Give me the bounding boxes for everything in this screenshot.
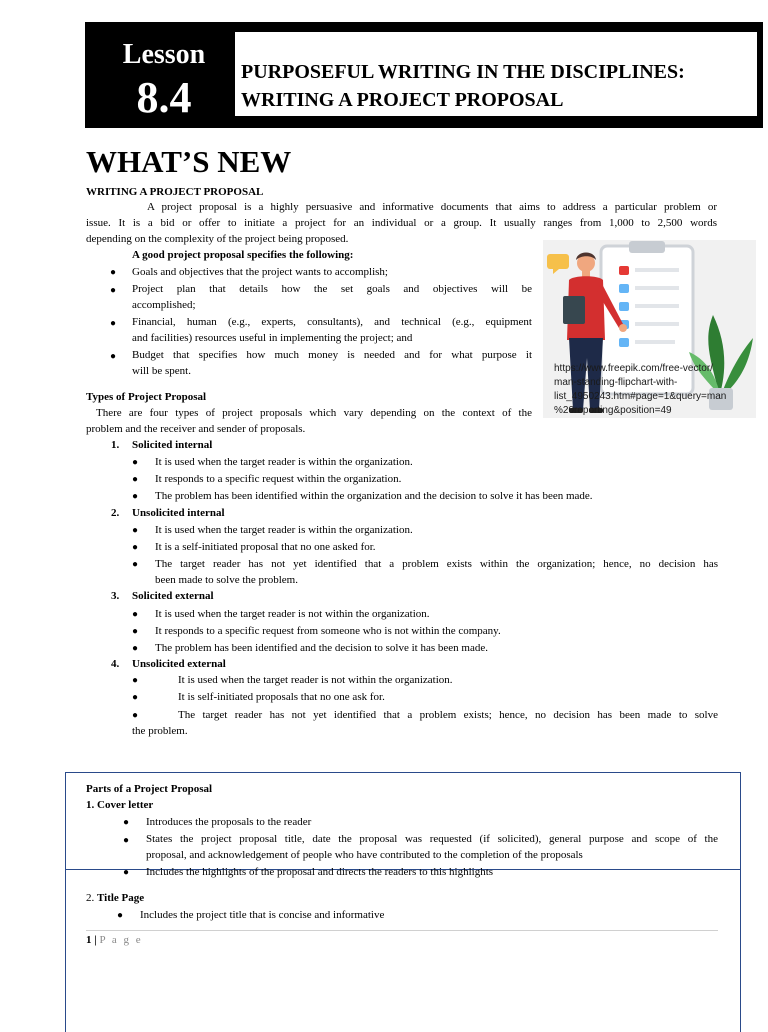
bullet-marker: ● bbox=[116, 910, 124, 921]
image-source-url[interactable] bbox=[554, 362, 764, 418]
lesson-word: Lesson bbox=[122, 39, 206, 70]
type-title: Solicited internal bbox=[132, 439, 213, 451]
good-item-text: accomplished; bbox=[132, 299, 196, 311]
intro-paragraph-line: depending on the complexity of the project being proposed. bbox=[86, 233, 349, 245]
bullet-marker: ● bbox=[131, 710, 139, 721]
cover-bullet-text: States the project proposal title, date the proposal was requested (if solicited), general purpose and scope of the bbox=[146, 833, 718, 845]
lesson-banner-inner bbox=[93, 30, 753, 122]
cover-bullet-text: Includes the highlights of the proposal and directs the readers to this highlights bbox=[146, 866, 494, 878]
type-bullet-text: The problem has been identified and the decision to solve it has been made. bbox=[155, 642, 488, 654]
bullet-marker: ● bbox=[131, 643, 139, 654]
lesson-banner bbox=[85, 22, 763, 128]
bullet-marker: ● bbox=[109, 285, 117, 296]
lesson-number: 8.4 bbox=[136, 73, 192, 122]
bullet-marker: ● bbox=[131, 675, 139, 686]
bullet-marker: ● bbox=[131, 692, 139, 703]
intro-paragraph-line: A project proposal is a highly persuasive and informative documents that aims to address a particular problem or bbox=[147, 201, 717, 213]
intro-paragraph-line: issue. It is a bid or offer to initiate a project for an individual or a group. It usually ranges from 1,000 to 2,500 words bbox=[86, 217, 717, 229]
type-number: 1. bbox=[111, 439, 120, 451]
cover-letter-title: 1. Cover letter bbox=[86, 799, 154, 811]
image-source-url-line[interactable]: %20reporting&position=49 bbox=[554, 405, 672, 416]
types-intro-line: There are four types of project proposals which vary depending on the context of the bbox=[96, 407, 532, 419]
good-item-text: and facilities) resources useful in implementing the project; and bbox=[132, 332, 413, 344]
type-bullet-text: The target reader has not yet identified that a problem exists within the organization; hence, no decision has bbox=[155, 558, 718, 570]
type-bullet-text: It is used when the target reader is not within the organization. bbox=[178, 674, 453, 686]
cover-bullet-text: proposal, and acknowledgement of people who have contributed to the completion of the proposals bbox=[146, 849, 583, 861]
section-title: WHAT’S NEW bbox=[86, 144, 292, 179]
page-separator: | bbox=[91, 934, 100, 946]
bullet-marker: ● bbox=[131, 457, 139, 468]
lesson-badge bbox=[93, 30, 235, 122]
title-page-number: 2. bbox=[86, 892, 97, 904]
types-intro-line: problem and the receiver and sender of proposals. bbox=[86, 423, 306, 435]
type-bullet-text: It is used when the target reader is not within the organization. bbox=[155, 608, 430, 620]
bullet-marker: ● bbox=[109, 267, 117, 278]
good-item-text: Project plan that details how the set goals and objectives will be bbox=[132, 283, 532, 295]
good-item-text: Goals and objectives that the project wants to accomplish; bbox=[132, 266, 388, 278]
title-page-bullet-text: Includes the project title that is concise and informative bbox=[140, 909, 385, 921]
type-number: 4. bbox=[111, 658, 120, 670]
title-page-title: Title Page bbox=[97, 892, 145, 904]
title-page-heading bbox=[86, 890, 144, 907]
bullet-marker: ● bbox=[131, 626, 139, 637]
lesson-title-line-2: WRITING A PROJECT PROPOSAL bbox=[241, 89, 564, 111]
page-number: 1 bbox=[86, 934, 92, 946]
type-bullet-text: the problem. bbox=[132, 725, 188, 737]
type-bullet-text: The problem has been identified within the organization and the decision to solve it has been made. bbox=[155, 490, 593, 502]
page-footer bbox=[86, 932, 143, 949]
bullet-marker: ● bbox=[122, 817, 130, 828]
types-heading: Types of Project Proposal bbox=[86, 391, 207, 403]
good-item-text: will be spent. bbox=[132, 365, 191, 377]
good-proposal-heading: A good project proposal specifies the following: bbox=[132, 249, 354, 261]
good-item-text: Budget that specifies how much money is needed and for what purpose it bbox=[132, 349, 532, 361]
type-title: Unsolicited external bbox=[132, 658, 226, 670]
parts-box bbox=[65, 772, 741, 1032]
type-bullet-text: been made to solve the problem. bbox=[155, 574, 298, 586]
bullet-marker: ● bbox=[122, 867, 130, 878]
bullet-marker: ● bbox=[131, 609, 139, 620]
page-word: P a g e bbox=[99, 934, 143, 946]
bullet-marker: ● bbox=[122, 835, 130, 846]
type-number: 3. bbox=[111, 590, 120, 602]
type-bullet-text: It responds to a specific request from someone who is not within the company. bbox=[155, 625, 501, 637]
lesson-title-box bbox=[235, 32, 757, 116]
type-title: Unsolicited internal bbox=[132, 507, 225, 519]
type-bullet-text: It is a self-initiated proposal that no one asked for. bbox=[155, 541, 376, 553]
type-bullet-text: It is used when the target reader is within the organization. bbox=[155, 456, 413, 468]
intro-heading: WRITING A PROJECT PROPOSAL bbox=[86, 186, 264, 198]
footer-rule bbox=[86, 930, 718, 931]
type-bullet-text: It is used when the target reader is within the organization. bbox=[155, 524, 413, 536]
bullet-marker: ● bbox=[109, 351, 117, 362]
type-number: 2. bbox=[111, 507, 120, 519]
bullet-marker: ● bbox=[131, 525, 139, 536]
bullet-marker: ● bbox=[109, 318, 117, 329]
image-source-url-line[interactable]: list_4950243.htm#page=1&query=man bbox=[554, 391, 727, 402]
good-item-text: Financial, human (e.g., experts, consultants), and technical (e.g., equipment bbox=[132, 316, 532, 328]
bullet-marker: ● bbox=[131, 542, 139, 553]
type-bullet-text: It is self-initiated proposals that no one ask for. bbox=[178, 691, 385, 703]
type-bullet-text: It responds to a specific request within the organization. bbox=[155, 473, 402, 485]
parts-heading: Parts of a Project Proposal bbox=[86, 783, 213, 795]
image-source-url-line[interactable]: man-standing-flipchart-with- bbox=[554, 377, 678, 388]
bullet-marker: ● bbox=[131, 559, 139, 570]
image-source-url-line[interactable]: https://www.freepik.com/free-vector/ bbox=[554, 363, 713, 374]
type-bullet-text: The target reader has not yet identified that a problem exists; hence, no decision has been made to solve bbox=[178, 709, 718, 721]
cover-bullet-text: Introduces the proposals to the reader bbox=[146, 816, 312, 828]
lesson-title-line-1: PURPOSEFUL WRITING IN THE DISCIPLINES: bbox=[241, 61, 685, 83]
type-title: Solicited external bbox=[132, 590, 214, 602]
bullet-marker: ● bbox=[131, 474, 139, 485]
bullet-marker: ● bbox=[131, 491, 139, 502]
